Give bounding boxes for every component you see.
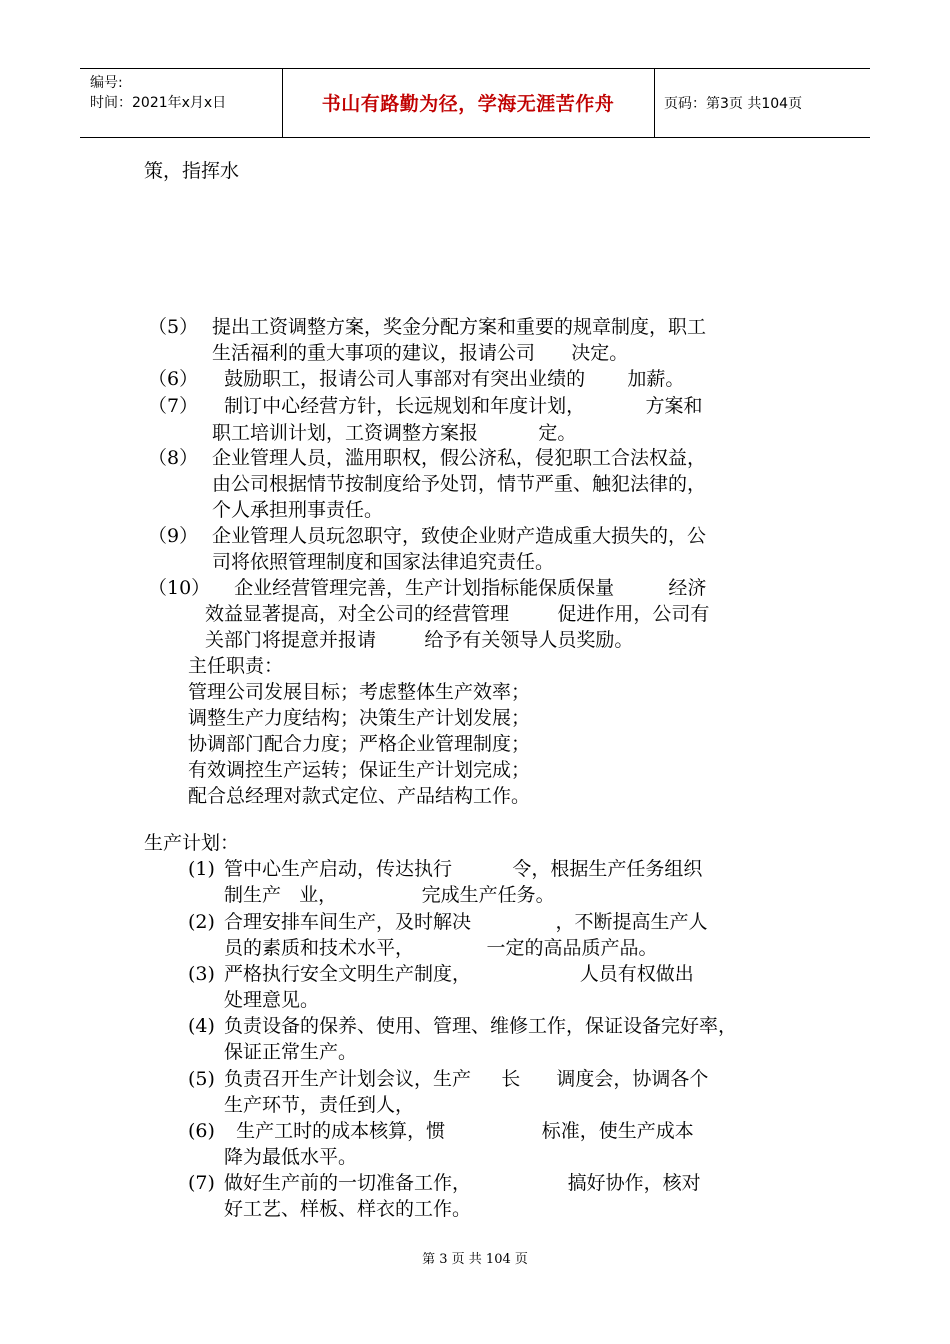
plan-line: 好工艺、样板、样衣的工作。 (224, 1198, 472, 1220)
plan-line: 管中心生产启动，传达执行 令，根据生产任务组织 (224, 858, 703, 880)
item-line: 由公司根据情节按制度给予处罚，情节严重、触犯法律的， (212, 473, 707, 495)
plan-line: 做好生产前的一切准备工作， 搞好协作，核对 (224, 1172, 701, 1194)
page-footer: 第 3 页 共 104 页 (422, 1252, 528, 1267)
plan-title: 生产计划： (144, 832, 240, 854)
plan-number: (7) (188, 1172, 215, 1194)
director-line: 配合总经理对款式定位、产品结构工作。 (188, 785, 531, 807)
plan-line: 保证正常生产。 (224, 1041, 358, 1063)
plan-line: 制生产 业， 完成生产任务。 (224, 884, 555, 906)
plan-number: (1) (188, 858, 215, 880)
plan-number: (6) (188, 1120, 215, 1142)
item-line: 效益显著提高，对全公司的经营管理 促进作用，公司有 (205, 603, 710, 625)
item-number: （10） (148, 577, 211, 599)
item-number: （6） (148, 368, 199, 390)
plan-number: (4) (188, 1015, 215, 1037)
item-line: 提出工资调整方案，奖金分配方案和重要的规章制度，职工 (212, 316, 707, 338)
item-line: 鼓励职工，报请公司人事部对有突出业绩的 加薪。 (212, 368, 685, 390)
page-header (80, 68, 870, 138)
header-divider-right (654, 69, 655, 137)
item-line: 司将依照管理制度和国家法律追究责任。 (212, 551, 555, 573)
director-line: 管理公司发展目标；考虑整体生产效率； (188, 681, 531, 703)
plan-line: 严格执行安全文明生产制度， 人员有权做出 (224, 963, 694, 985)
director-title: 主任职责： (188, 655, 284, 677)
plan-line: 降为最低水平。 (224, 1146, 358, 1168)
plan-number: (3) (188, 963, 215, 985)
plan-line: 员的素质和技术水平， 一定的高品质产品。 (224, 937, 658, 959)
plan-line: 负责设备的保养、使用、管理、维修工作，保证设备完好率， (224, 1015, 738, 1037)
item-number: （5） (148, 316, 199, 338)
header-motto: 书山有路勤为径，学海无涯苦作舟 (321, 93, 615, 115)
item-line: 企业经营管理完善，生产计划指标能保质保量 经济 (222, 577, 707, 599)
item-number: （7） (148, 395, 199, 417)
item-number: （8） (148, 447, 199, 469)
item-line: 关部门将提意并报请 给予有关领导人员奖励。 (205, 629, 634, 651)
plan-line: 生产环节，责任到人， (224, 1094, 415, 1116)
header-number-label: 编号: (90, 75, 123, 91)
director-line: 协调部门配合力度；严格企业管理制度； (188, 733, 531, 755)
item-line: 职工培训计划，工资调整方案报 定。 (212, 422, 577, 444)
intro-text: 策，指挥水 (144, 160, 240, 182)
plan-line: 处理意见。 (224, 989, 320, 1011)
header-page-info: 页码：第3页 共104页 (664, 96, 803, 112)
plan-line: 合理安排车间生产，及时解决 ，不断提高生产人 (224, 911, 708, 933)
item-line: 企业管理人员，滥用职权，假公济私，侵犯职工合法权益， (212, 447, 707, 469)
item-line: 制订中心经营方针，长远规划和年度计划， 方案和 (212, 395, 703, 417)
header-time-label: 时间：2021年x月x日 (90, 95, 227, 111)
plan-line: 生产工时的成本核算，惯 标准，使生产成本 (224, 1120, 694, 1142)
plan-number: (5) (188, 1068, 215, 1090)
item-number: （9） (148, 525, 199, 547)
item-line: 生活福利的重大事项的建议，报请公司 决定。 (212, 342, 629, 364)
header-meta (90, 73, 226, 113)
director-line: 有效调控生产运转；保证生产计划完成； (188, 759, 531, 781)
plan-line: 负责召开生产计划会议，生产 长 调度会，协调各个 (224, 1068, 709, 1090)
item-line: 企业管理人员玩忽职守，致使企业财产造成重大损失的，公 (212, 525, 707, 547)
item-line: 个人承担刑事责任。 (212, 499, 384, 521)
plan-number: (2) (188, 911, 215, 933)
director-line: 调整生产力度结构；决策生产计划发展； (188, 707, 531, 729)
